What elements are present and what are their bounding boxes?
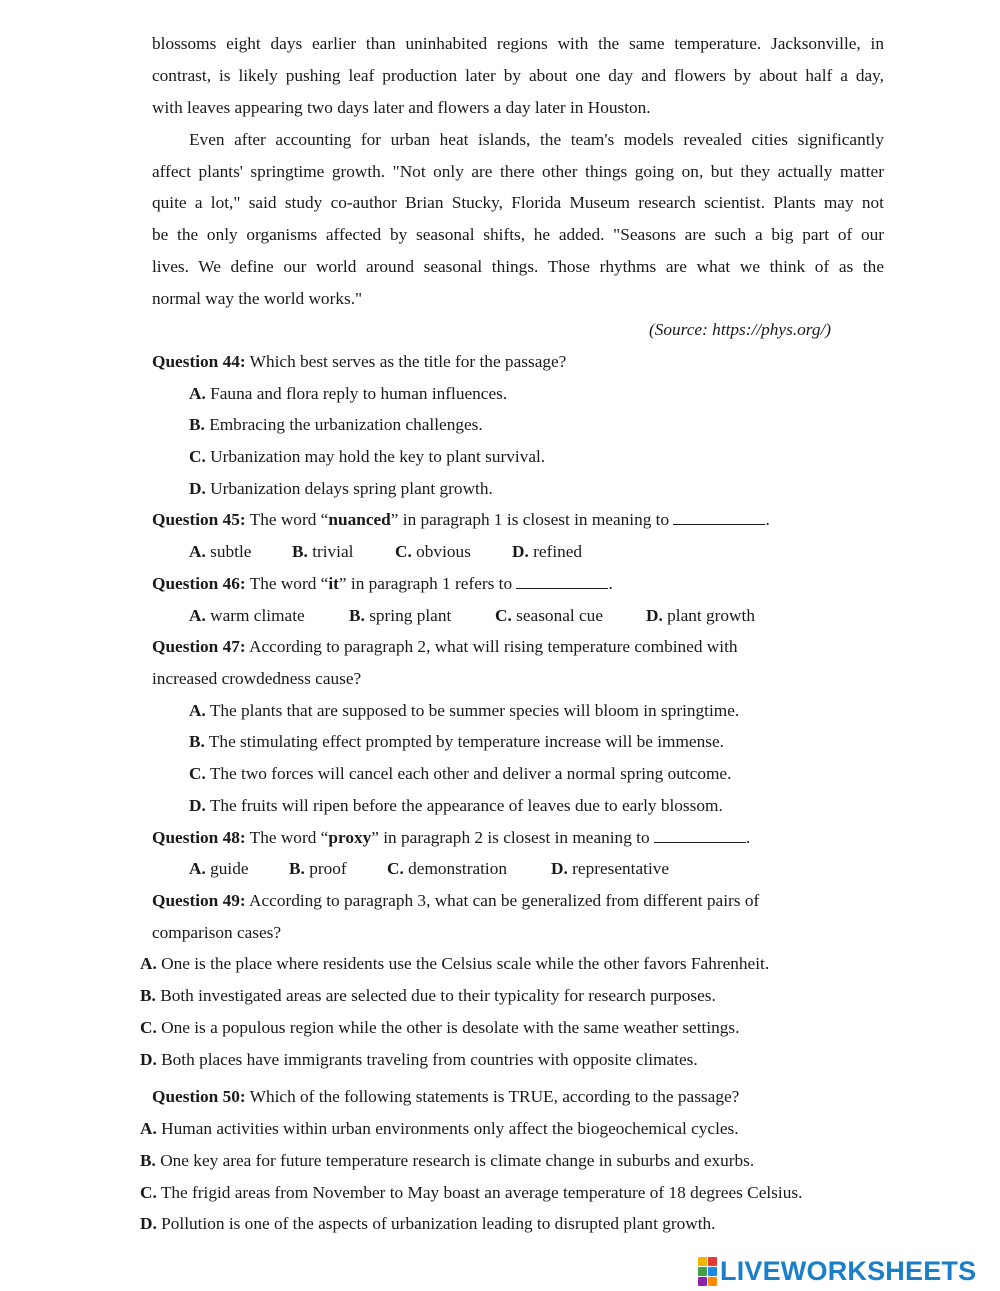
- question-46: Question 46: The word “it” in paragraph 1 refers to .: [152, 574, 613, 593]
- option-b[interactable]: B. trivial: [292, 542, 354, 561]
- option-a[interactable]: A. Fauna and flora reply to human influences.: [189, 384, 508, 403]
- option-b[interactable]: B. proof: [289, 859, 347, 878]
- question-45: Question 45: The word “nuanced” in paragraph 1 is closest in meaning to .: [152, 510, 770, 529]
- option-c[interactable]: C. obvious: [395, 542, 471, 561]
- keyword: it: [328, 574, 339, 593]
- passage-line: Even after accounting for urban heat islands, the team's models revealed cities significantly: [189, 130, 884, 149]
- option-b[interactable]: B. spring plant: [349, 606, 452, 625]
- option-d[interactable]: D. plant growth: [646, 606, 755, 625]
- passage-line: with leaves appearing two days later and flowers a day later in Houston.: [152, 98, 651, 117]
- question-label: Question 50:: [152, 1087, 246, 1106]
- option-b[interactable]: B. The stimulating effect prompted by temperature increase will be immense.: [189, 732, 724, 751]
- passage-line: be the only organisms affected by seasonal shifts, he added. "Seasons are such a big part of our: [152, 225, 884, 244]
- liveworksheets-logo[interactable]: [698, 1256, 976, 1286]
- option-a[interactable]: A. subtle: [189, 542, 252, 561]
- passage-line: quite a lot," said study co-author Brian Stucky, Florida Museum research scientist. Plants may not: [152, 193, 884, 212]
- option-c[interactable]: C. Urbanization may hold the key to plant survival.: [189, 447, 546, 466]
- question-44: [152, 351, 566, 373]
- question-48: Question 48: The word “proxy” in paragraph 2 is closest in meaning to .: [152, 828, 751, 847]
- answer-blank[interactable]: [673, 510, 765, 525]
- option-a[interactable]: A. guide: [189, 859, 249, 878]
- option-d[interactable]: D. The fruits will ripen before the appearance of leaves due to early blossom.: [189, 796, 723, 815]
- answer-blank[interactable]: [516, 574, 608, 589]
- passage-line: blossoms eight days earlier than uninhabited regions with the same temperature. Jacksonville, in: [152, 34, 884, 53]
- option-a[interactable]: A. The plants that are supposed to be summer species will bloom in springtime.: [189, 701, 740, 720]
- option-b[interactable]: B. One key area for future temperature research is climate change in suburbs and exurbs.: [140, 1151, 755, 1170]
- question-label: Question 47:: [152, 637, 246, 656]
- option-c[interactable]: C. One is a populous region while the other is desolate with the same weather settings.: [140, 1018, 740, 1037]
- keyword: proxy: [328, 828, 372, 847]
- option-a[interactable]: A. warm climate: [189, 606, 305, 625]
- question-label: Question 48:: [152, 828, 246, 847]
- passage-line: lives. We define our world around seasonal things. Those rhythms are what we think of as the: [152, 257, 884, 276]
- question-label: Question 46:: [152, 574, 246, 593]
- answer-blank[interactable]: [654, 828, 746, 843]
- question-49-cont: comparison cases?: [152, 923, 282, 942]
- option-d[interactable]: D. representative: [551, 859, 670, 878]
- option-c[interactable]: C. demonstration: [387, 859, 508, 878]
- question-label: Question 49:: [152, 891, 246, 910]
- question-47: Question 47: According to paragraph 2, what will rising temperature combined with: [152, 637, 738, 656]
- option-d[interactable]: D. refined: [512, 542, 583, 561]
- option-a[interactable]: A. Human activities within urban environments only affect the biogeochemical cycles.: [140, 1119, 739, 1138]
- option-d[interactable]: D. Both places have immigrants traveling from countries with opposite climates.: [140, 1050, 698, 1069]
- question-50: Question 50: Which of the following statements is TRUE, according to the passage?: [152, 1087, 740, 1106]
- option-d[interactable]: D. Urbanization delays spring plant growth.: [189, 479, 493, 498]
- option-c[interactable]: C. The two forces will cancel each other and deliver a normal spring outcome.: [189, 764, 732, 783]
- keyword: nuanced: [328, 510, 391, 529]
- option-c[interactable]: C. seasonal cue: [495, 606, 603, 625]
- logo-mark-icon: [698, 1257, 717, 1286]
- passage-line: normal way the world works.": [152, 289, 363, 308]
- logo-text: LIVEWORKSHEETS: [720, 1255, 977, 1286]
- question-text: Which best serves as the title for the passage?: [249, 352, 567, 371]
- question-47-cont: increased crowdedness cause?: [152, 669, 362, 688]
- option-d[interactable]: D. Pollution is one of the aspects of urbanization leading to disrupted plant growth.: [140, 1214, 716, 1233]
- question-label: Question 44:: [152, 352, 246, 371]
- option-a[interactable]: A. One is the place where residents use the Celsius scale while the other favors Fahrenheit.: [140, 954, 770, 973]
- option-b[interactable]: B. Both investigated areas are selected due to their typicality for research purposes.: [140, 986, 716, 1005]
- passage-line: contrast, is likely pushing leaf production later by about one day and flowers by about half a day,: [152, 66, 884, 85]
- passage-line: affect plants' springtime growth. "Not only are there other things going on, but they actually matter: [152, 162, 884, 181]
- question-label: Question 45:: [152, 510, 246, 529]
- option-c[interactable]: C. The frigid areas from November to May boast an average temperature of 18 degrees Celsius.: [140, 1183, 803, 1202]
- question-49: Question 49: According to paragraph 3, what can be generalized from different pairs of: [152, 891, 760, 910]
- option-b[interactable]: B. Embracing the urbanization challenges.: [189, 415, 483, 434]
- source-citation: (Source: https://phys.org/): [649, 320, 832, 339]
